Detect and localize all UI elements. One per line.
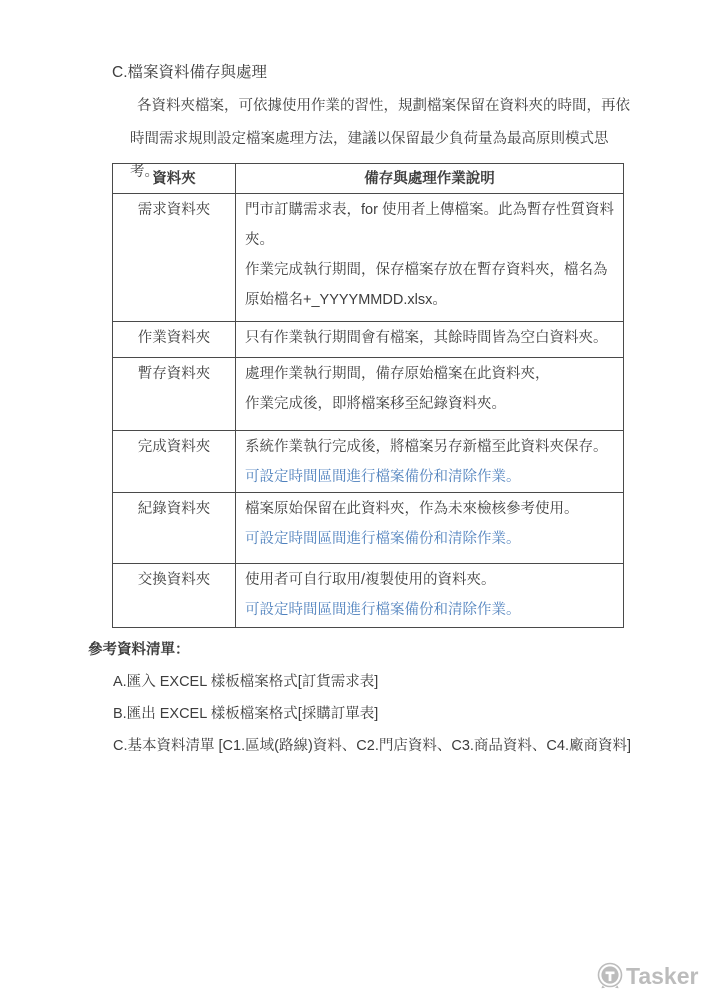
description-line: 門市訂購需求表，for 使用者上傳檔案。此為暫存性質資料夾。 xyxy=(245,202,614,248)
description-note-blue: 可設定時間區間進行檔案備份和清除作業。 xyxy=(245,531,521,547)
description-line: 處理作業執行期間，備存原始檔案在此資料夾， xyxy=(245,366,550,382)
column-header-folder: 資料夾 xyxy=(113,164,236,194)
table-row xyxy=(113,493,624,564)
folder-name: 交換資料夾 xyxy=(113,564,236,628)
intro-paragraph: 各資料夾檔案，可依據使用作業的習性，規劃檔案保留在資料夾的時間，再依時間需求規則設定檔案處理方法，建議以保留最少負荷量為最高原則模式思考。 xyxy=(130,98,630,180)
table-row xyxy=(113,358,624,431)
description-line: 作業完成執行期間，保存檔案存放在暫存資料夾，檔名為原始檔名+_YYYYMMDD.xlsx。 xyxy=(245,262,608,308)
folder-table xyxy=(112,163,624,628)
folder-name: 需求資料夾 xyxy=(113,194,236,322)
watermark-brand-text: Tasker xyxy=(626,962,699,989)
table-header-row xyxy=(113,164,624,194)
description-note-blue: 可設定時間區間進行檔案備份和清除作業。 xyxy=(245,602,521,618)
folder-description xyxy=(236,493,624,564)
folder-name: 完成資料夾 xyxy=(113,431,236,493)
folder-description xyxy=(236,564,624,628)
table-row xyxy=(113,194,624,322)
reference-item: A.匯入 EXCEL 樣板檔案格式[訂貨需求表] xyxy=(113,674,379,690)
folder-name: 紀錄資料夾 xyxy=(113,493,236,564)
description-line: 使用者可自行取用/複製使用的資料夾。 xyxy=(245,572,496,588)
reference-item: C.基本資料清單 [C1.區域(路線)資料、C2.門店資料、C3.商品資料、C4.廠商資料] xyxy=(113,738,631,754)
references-heading: 參考資料清單： xyxy=(88,642,190,658)
watermark xyxy=(596,961,698,991)
folder-description xyxy=(236,194,624,322)
description-line: 檔案原始保留在此資料夾，作為未來檢核參考使用。 xyxy=(245,501,579,517)
description-line: 系統作業執行完成後，將檔案另存新檔至此資料夾保存。 xyxy=(245,439,608,455)
folder-description xyxy=(236,358,624,431)
folder-name: 暫存資料夾 xyxy=(113,358,236,431)
reference-item: B.匯出 EXCEL 樣板檔案格式[採購訂單表] xyxy=(113,706,379,722)
table-row xyxy=(113,322,624,358)
references-list xyxy=(113,666,653,762)
folder-description xyxy=(236,322,624,358)
table-row xyxy=(113,564,624,628)
table-row xyxy=(113,431,624,493)
description-note-blue: 可設定時間區間進行檔案備份和清除作業。 xyxy=(245,469,521,485)
description-line: 只有作業執行期間會有檔案，其餘時間皆為空白資料夾。 xyxy=(245,330,608,346)
section-heading: C.檔案資料備存與處理 xyxy=(112,64,268,81)
folder-description xyxy=(236,431,624,493)
column-header-description: 備存與處理作業說明 xyxy=(236,164,624,194)
description-line: 作業完成後，即將檔案移至紀錄資料夾。 xyxy=(245,396,506,412)
folder-name: 作業資料夾 xyxy=(113,322,236,358)
tasker-logo-icon xyxy=(596,961,624,991)
